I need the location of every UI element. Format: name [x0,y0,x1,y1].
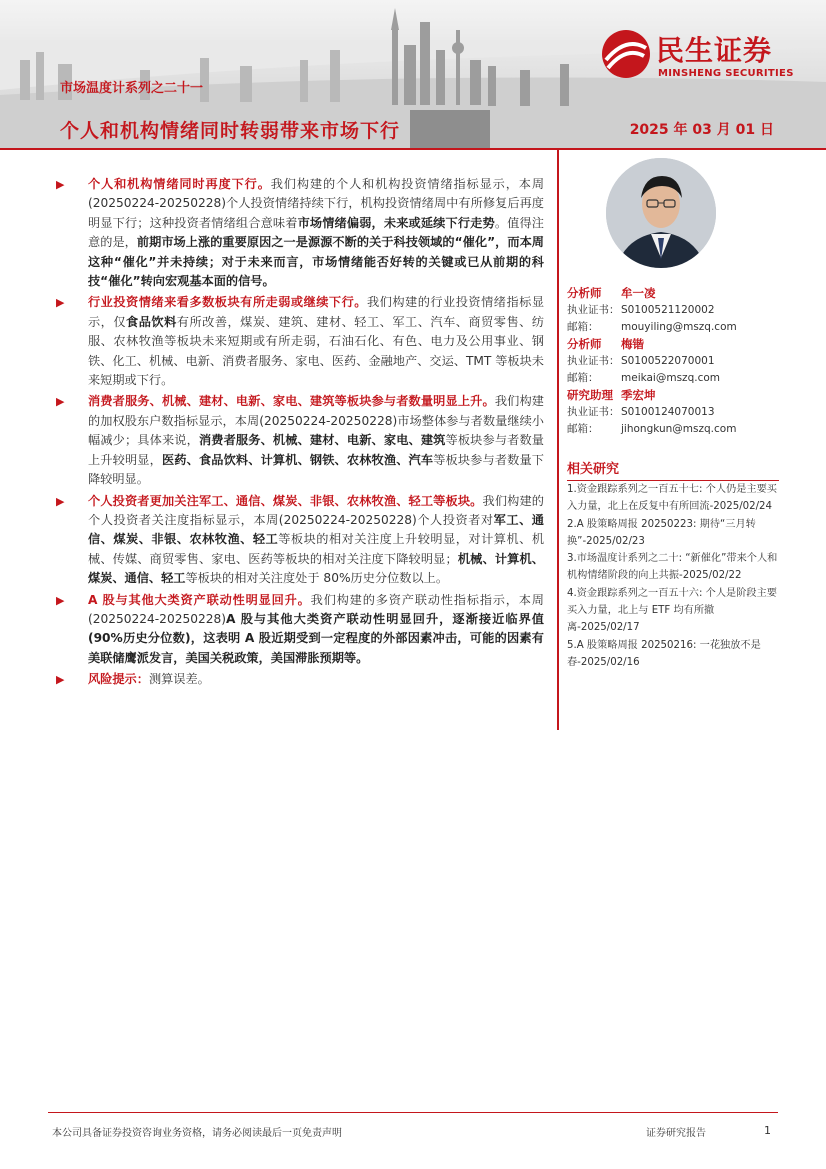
analyst-email[interactable]: jihongkun@mszq.com [621,423,737,435]
paragraph-text: 我们构建的行业投资情绪指标显示，仅 [88,295,545,329]
report-title: 个人和机构情绪同时转弱带来市场下行 [60,120,401,142]
bullet-arrow-icon: ▶ [56,296,65,310]
paragraph-text: 等板块参与者数量下降较明显。 [88,452,544,487]
paragraph-text: 等板块参与者数量上升较明显， [88,433,544,467]
page-number: 1 [764,1124,771,1137]
paragraph-text: 测算误差。 [148,672,210,687]
paragraph-text: 。值得注意的是， [88,215,544,250]
analyst-email-row [567,319,797,336]
analyst-cert-row [567,353,797,370]
analyst-list [567,285,797,438]
related-research-item[interactable]: 5.A 股策略周报 20250216: 一花独放不是春-2025/02/16 [567,639,761,668]
analyst-name: 牟一凌 [621,286,656,300]
analyst-name-row [567,387,797,404]
paragraph-text: A 股与其他大类资产联动性明显回升，逐渐接近临界值(90%历史分位数)，这表明 A 股近期受到一定程度的外部因素冲击，可能的因素有美联储鹰派发言，美国关税政策，美国滞胀预期等。 [88,611,544,665]
analyst-name: 季宏坤 [621,388,656,402]
logo-text-en: MINSHENG SECURITIES [658,68,794,79]
paragraph-heading: 行业投资情绪来看多数板块有所走弱或继续下行。 [88,295,367,310]
paragraph-text: 我们构建的加权股东户数指标显示，本周(20250224-20250228)市场整体参与者数量继续小幅减少；具体来说， [88,394,544,448]
series-label: 市场温度计系列之二十一 [60,81,204,96]
footer-disclaimer: 本公司具备证券投资咨询业务资格，请务必阅读最后一页免责声明 [52,1128,342,1139]
cert-number: S0100124070013 [621,406,715,418]
paragraph-text: 医药、食品饮料、计算机、钢铁、农林牧渔、汽车 [161,452,434,467]
analyst-email-row [567,370,797,387]
cert-number: S0100522070001 [621,355,715,367]
related-research-item[interactable]: 1.资金跟踪系列之一百五十七: 个人仍是主要买入力量，北上在反复中有所回流-2025/02/24 [567,484,777,513]
analyst-email[interactable]: meikai@mszq.com [621,372,720,384]
analyst-role: 分析师 [567,286,602,300]
analyst-name: 梅锴 [621,337,644,351]
cert-number: S0100521120002 [621,304,715,316]
column-divider [557,150,559,730]
summary-paragraph [56,392,544,489]
related-research-title: 相关研究 [567,458,779,481]
summary-paragraph [56,175,544,291]
footer-divider [48,1112,778,1113]
email-label: 邮箱： [567,372,599,384]
paragraph-text: 市场情绪偏弱，未来或延续下行走势 [297,215,495,230]
analyst-email[interactable]: mouyiling@mszq.com [621,321,737,333]
paragraph-text: 我们构建的多资产联动性指标指示，本周(20250224-20250228) [88,592,544,626]
summary-paragraph [56,492,544,589]
paragraph-text: 有所改善，煤炭、建筑、建材、轻工、军工、汽车、商贸零售、纺服、农林牧渔等板块未来短期或有所走弱，石油石化、有色、电力及公用事业、钢铁、化工、机械、电新、消费者服务、家电、医药、金融地产、交运、TMT 等板块未来短期或下行。 [88,314,545,388]
paragraph-heading: 个人和机构情绪同时再度下行。 [88,177,271,191]
summary-paragraph [56,591,544,669]
minsheng-logo [600,26,810,82]
paragraph-heading: 个人投资者更加关注军工、通信、煤炭、非银、农林牧渔、轻工等板块。 [88,493,483,508]
paragraph-text: 我们构建的个人和机构投资情绪指标显示，本周(20250224-20250228)个人投资情绪持续下行，机构投资情绪周中有所修复后再度明显下行；这种投资者情绪组合意味着 [88,177,545,230]
paragraph-text: 前期市场上涨的重要原因之一是源源不断的关于科技领域的“催化”，而本周这种“催化”并未持续；对于未来而言，市场情绪能否好转的关键或已从前期的科技“催化”转向宏观基本面的信号。 [88,235,544,289]
analyst-role: 分析师 [567,337,602,351]
analyst-photo [606,158,716,268]
summary-paragraph [56,293,544,390]
related-research-item[interactable]: 2.A 股策略周报 20250223: 期待“三月转换”-2025/02/23 [567,518,756,547]
paragraph-heading: A 股与其他大类资产联动性明显回升。 [88,592,311,607]
paragraph-heading: 消费者服务、机械、建材、电新、家电、建筑等板块参与者数量明显上升。 [88,394,495,409]
related-research-item[interactable]: 3.市场温度计系列之二十: “新催化”带来个人和机构情绪阶段的向上共振-2025/02/22 [567,553,778,582]
paragraph-heading: 风险提示： [88,672,149,687]
paragraph-text: 消费者服务、机械、建材、电新、家电、建筑 [198,433,446,448]
bullet-arrow-icon: ▶ [56,494,65,508]
bullet-arrow-icon: ▶ [56,593,65,607]
bullet-arrow-icon: ▶ [56,178,65,191]
cert-label: 执业证书： [567,406,620,418]
email-label: 邮箱： [567,321,599,333]
paragraph-text: 军工、通信、煤炭、非银、农林牧渔、轻工 [88,512,544,547]
analyst-email-row [567,421,797,438]
analyst-cert-row [567,404,797,421]
analyst-name-row [567,285,797,302]
bullet-arrow-icon: ▶ [56,673,65,687]
related-research-list [567,481,782,671]
paragraph-text: 食品饮料 [126,314,177,329]
paragraph-text: 我们构建的个人投资者关注度指标显示，本周(20250224-20250228)个人投资者对 [88,493,544,527]
paragraph-text: 等板块的相对关注度上升较明显，对计算机、机械、传媒、商贸零售、家电、医药等板块的相对关注度下降较明显； [88,532,545,566]
email-label: 邮箱： [567,423,599,435]
paragraph-text: 等板块的相对关注度处于 80%历史分位数以上。 [185,571,449,586]
analyst-cert-row [567,302,797,319]
analyst-name-row [567,336,797,353]
cert-label: 执业证书： [567,355,620,367]
bullet-arrow-icon: ▶ [56,395,65,409]
header-banner [0,0,826,150]
logo-emblem-icon [600,28,652,80]
logo-text-cn: 民生证券 [656,34,773,67]
cert-label: 执业证书： [567,304,620,316]
summary-section [56,175,544,692]
summary-paragraph [56,670,544,689]
related-research-item[interactable]: 4.资金跟踪系列之一百五十六: 个人是阶段主要买入力量，北上与 ETF 均有所撤离-2025/02/17 [567,587,777,634]
analyst-role: 研究助理 [567,388,613,402]
report-date: 2025 年 03 月 01 日 [629,122,774,138]
footer-report-type: 证券研究报告 [646,1128,706,1139]
paragraph-text: 机械、计算机、煤炭、通信、轻工 [88,551,544,586]
